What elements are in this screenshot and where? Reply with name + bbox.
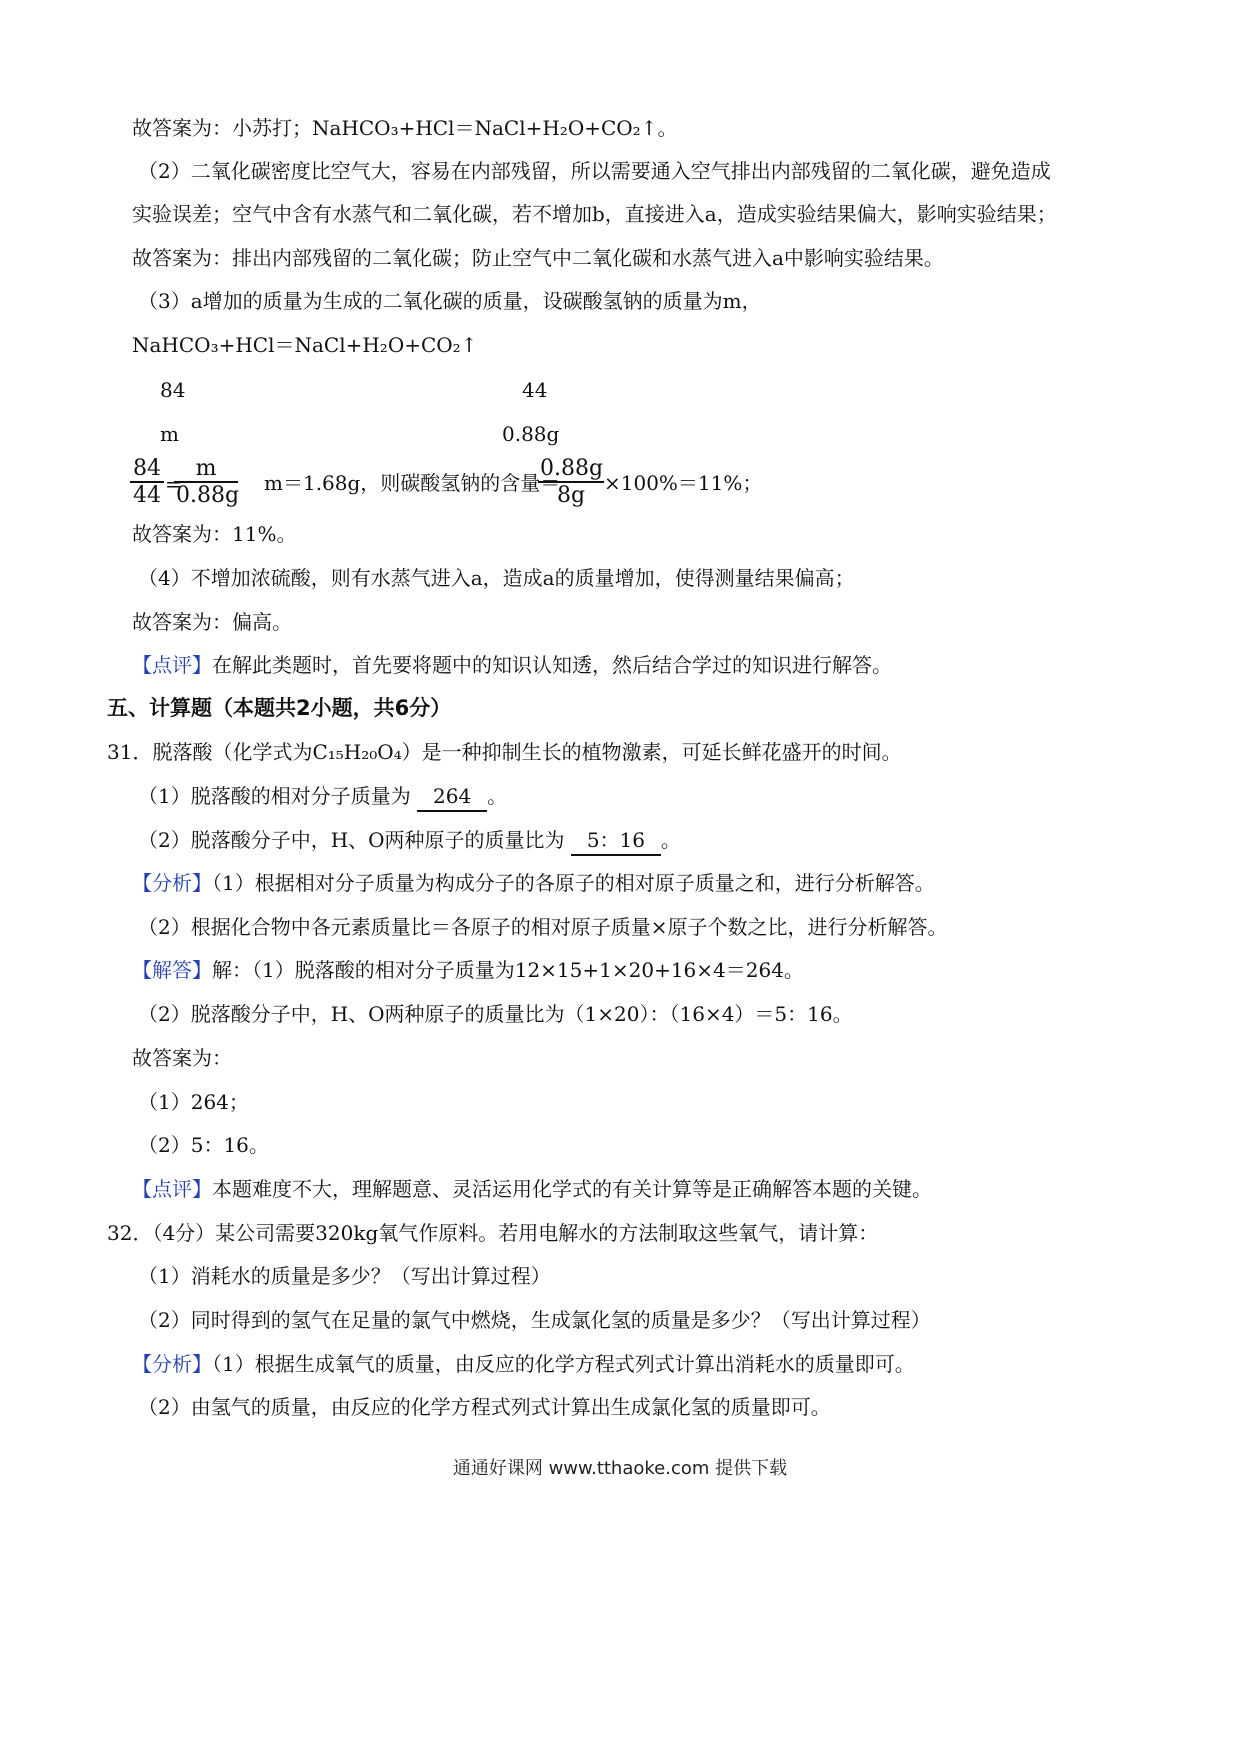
review-text: 在解此类题时，首先要将题中的知识认知透，然后结合学过的知识进行解答。 bbox=[212, 653, 892, 677]
solution-31-line-5: （2）5：16。 bbox=[138, 1133, 269, 1157]
answer-line-3: 故答案为：11%。 bbox=[132, 522, 297, 546]
solution-31-line-1 bbox=[132, 956, 804, 984]
page-footer: 通通好课网 www.tthaoke.com 提供下载 bbox=[452, 1458, 788, 1479]
paragraph-2-line-1: （2）二氧化碳密度比空气大，容易在内部残留，所以需要通入空气排出内部残留的二氧化碳，避免造成 bbox=[138, 159, 1051, 183]
q31-2-answer-blank: 5：16 bbox=[571, 826, 661, 856]
answer-line-2: 故答案为：排出内部残留的二氧化碳；防止空气中二氧化碳和水蒸气进入a中影响实验结果。 bbox=[132, 246, 944, 270]
question-32: 32．（4分）某公司需要320kg氧气作原料。若用电解水的方法制取这些氧气，请计算： bbox=[107, 1221, 879, 1245]
section-heading: 五、计算题（本题共2小题，共6分） bbox=[107, 696, 452, 720]
analysis-tag: 【分析】 bbox=[132, 1352, 212, 1376]
solution-31-line-4: （1）264； bbox=[138, 1090, 249, 1114]
review-tag: 【点评】 bbox=[132, 1177, 212, 1201]
fraction-denominator: 44 bbox=[133, 483, 161, 508]
question-31-part-1 bbox=[138, 782, 507, 812]
analysis-31-line-2: （2）根据化合物中各元素质量比＝各原子的相对原子质量×原子个数之比，进行分析解答。 bbox=[138, 915, 948, 939]
percentage-result: ×100%＝11%； bbox=[604, 471, 763, 495]
question-32-part-1: （1）消耗水的质量是多少？（写出计算过程） bbox=[138, 1264, 551, 1288]
paragraph-2-line-2: 实验误差；空气中含有水蒸气和二氧化碳，若不增加b，直接进入a，造成实验结果偏大，影响实验结果； bbox=[132, 202, 1057, 226]
fraction-84-44 bbox=[130, 456, 164, 508]
chemical-equation: NaHCO₃+HCl＝NaCl+H₂O+CO₂↑ bbox=[132, 333, 478, 357]
fraction-denominator: 8g bbox=[556, 483, 586, 508]
analysis-tag: 【分析】 bbox=[132, 871, 212, 895]
paragraph-3: （3）a增加的质量为生成的二氧化碳的质量，设碳酸氢钠的质量为m， bbox=[138, 289, 762, 313]
analysis-text: （1）根据相对分子质量为构成分子的各原子的相对原子质量之和，进行分析解答。 bbox=[212, 871, 935, 895]
solution-31-line-3: 故答案为： bbox=[132, 1046, 232, 1070]
mass-co2: 0.88g bbox=[502, 422, 560, 446]
review-line-1 bbox=[132, 651, 892, 679]
analysis-31-line-1 bbox=[132, 869, 935, 897]
analysis-32-line-1 bbox=[132, 1350, 915, 1378]
fraction-088g-8g bbox=[538, 456, 604, 508]
equals-sign: = bbox=[165, 472, 182, 496]
q31-2-period: 。 bbox=[660, 828, 681, 852]
analysis-text: （1）根据生成氧气的质量，由反应的化学方程式列式计算出消耗水的质量即可。 bbox=[212, 1352, 915, 1376]
review-text: 本题难度不大，理解题意、灵活运用化学式的有关计算等是正确解答本题的关键。 bbox=[212, 1177, 932, 1201]
question-31: 31．脱落酸（化学式为C₁₅H₂₀O₄）是一种抑制生长的植物激素，可延长鲜花盛开的时间。 bbox=[107, 740, 902, 764]
unknown-m: m bbox=[160, 422, 179, 446]
q31-1-prompt: （1）脱落酸的相对分子质量为 bbox=[138, 784, 411, 808]
fraction-numerator: 0.88g bbox=[540, 456, 604, 481]
answer-tag: 【解答】 bbox=[132, 958, 212, 982]
review-tag: 【点评】 bbox=[132, 653, 212, 677]
answer-line-1: 故答案为：小苏打；NaHCO₃+HCl＝NaCl+H₂O+CO₂↑。 bbox=[132, 116, 678, 140]
answer-line-4: 故答案为：偏高。 bbox=[132, 610, 292, 634]
fraction-numerator: m bbox=[195, 456, 217, 481]
fraction-numerator: 84 bbox=[133, 456, 161, 481]
question-32-part-2: （2）同时得到的氢气在足量的氯气中燃烧，生成氯化氢的质量是多少？（写出计算过程） bbox=[138, 1308, 931, 1332]
fraction-denominator: 0.88g bbox=[176, 483, 240, 508]
solution-31-line-2: （2）脱落酸分子中，H、O两种原子的质量比为（1×20）：（16×4）＝5：16。 bbox=[138, 1002, 853, 1026]
coefficient-84: 84 bbox=[160, 378, 186, 402]
question-31-part-2 bbox=[138, 826, 681, 856]
q31-1-period: 。 bbox=[487, 784, 508, 808]
analysis-32-line-2: （2）由氢气的质量，由反应的化学方程式列式计算出生成氯化氢的质量即可。 bbox=[138, 1395, 831, 1419]
paragraph-4: （4）不增加浓硫酸，则有水蒸气进入a，造成a的质量增加，使得测量结果偏高； bbox=[138, 566, 855, 590]
fraction-m-088g bbox=[174, 456, 238, 508]
review-31 bbox=[132, 1175, 932, 1203]
q31-2-prompt: （2）脱落酸分子中，H、O两种原子的质量比为 bbox=[138, 828, 565, 852]
coefficient-44: 44 bbox=[522, 378, 548, 402]
result-text: m＝1.68g，则碳酸氢钠的含量＝ bbox=[264, 471, 561, 495]
solution-text: 解：（1）脱落酸的相对分子质量为12×15+1×20+16×4＝264。 bbox=[212, 958, 804, 982]
q31-1-answer-blank: 264 bbox=[417, 782, 487, 812]
